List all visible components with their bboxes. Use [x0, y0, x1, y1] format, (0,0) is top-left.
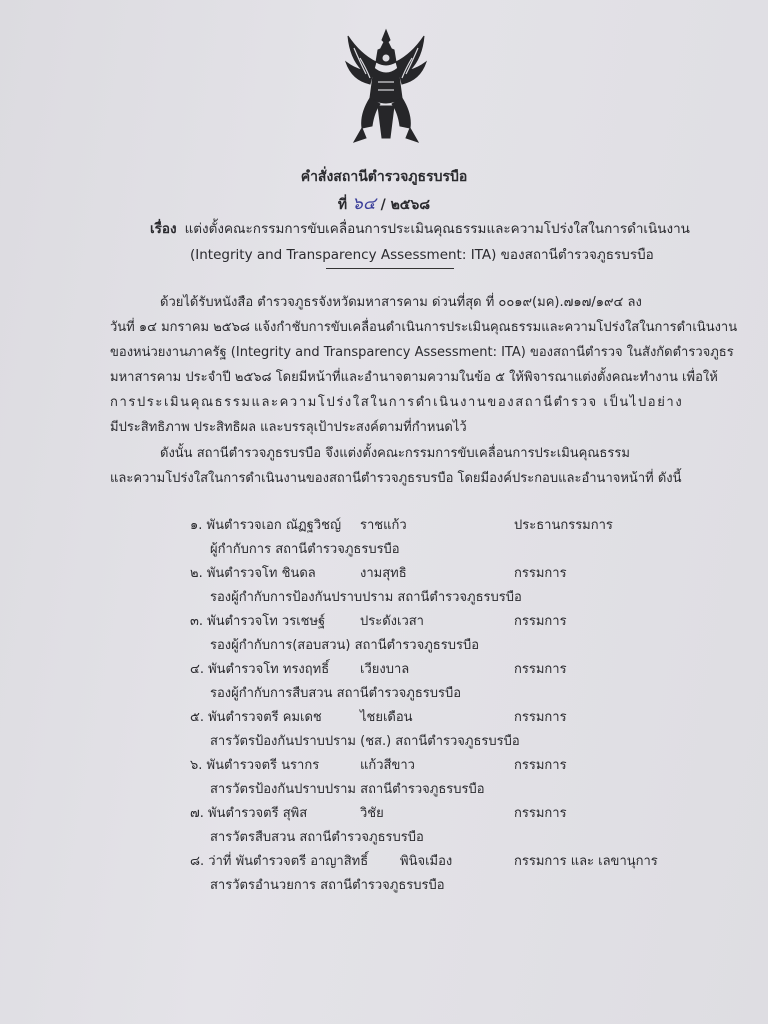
member-position: สารวัตรอำนวยการ สถานีตำรวจภูธรบรบือ [210, 878, 445, 893]
paragraph-1-line: ของหน่วยงานภาครัฐ (Integrity and Transparency Assessment: ITA) ของสถานีตำรวจ ในสังกัดตำรวจภูธร [110, 345, 734, 360]
member-surname: วิชัย [360, 806, 384, 821]
member-name: ๒. พันตำรวจโท ชินดล [190, 566, 316, 581]
member-role: ประธานกรรมการ [514, 518, 613, 533]
order-number-suffix: / ๒๕๖๘ [380, 197, 431, 213]
paragraph-1-line: วันที่ ๑๔ มกราคม ๒๕๖๘ แจ้งกำชับการขับเคลื่อนดำเนินการประเมินคุณธรรมและความโปร่งใสในการดำเนินงาน [110, 320, 738, 335]
member-surname: พินิจเมือง [400, 854, 453, 869]
member-position: รองผู้กำกับการป้องกันปราบปราม สถานีตำรวจภูธรบรบือ [210, 590, 522, 605]
member-role: กรรมการ [514, 806, 567, 821]
member-position: สารวัตรสืบสวน สถานีตำรวจภูธรบรบือ [210, 830, 424, 845]
member-role: กรรมการ [514, 710, 567, 725]
garuda-emblem-icon [340, 28, 432, 148]
subject-text-2: (Integrity and Transparency Assessment: ITA) ของสถานีตำรวจภูธรบรบือ [190, 247, 654, 263]
member-name: ๕. พันตำรวจตรี คมเดช [190, 710, 322, 725]
paragraph-1-line: ด้วยได้รับหนังสือ ตำรวจภูธรจังหวัดมหาสารคาม ด่วนที่สุด ที่ ๐๐๑๙(มค).๗๑๗/๑๙๔ ลง [160, 295, 642, 310]
order-number-handwritten: ๖๔ [352, 194, 376, 214]
member-role: กรรมการ และ เลขานุการ [514, 854, 658, 869]
member-name: ๑. พันตำรวจเอก ณัฏฐวิชญ์ [190, 518, 342, 533]
paragraph-2 [110, 441, 682, 491]
subject-line-1 [150, 217, 690, 239]
paragraph-2-line: ดังนั้น สถานีตำรวจภูธรบรบือ จึงแต่งตั้งคณะกรรมการขับเคลื่อนการประเมินคุณธรรม [160, 446, 630, 461]
paragraph-2-line: และความโปร่งใสในการดำเนินงานของสถานีตำรวจภูธรบรบือ โดยมีองค์ประกอบและอำนาจหน้าที่ ดังนี้ [110, 471, 682, 486]
member-position: รองผู้กำกับการ(สอบสวน) สถานีตำรวจภูธรบรบือ [210, 638, 480, 653]
order-number-prefix: ที่ [337, 197, 348, 213]
order-title: คำสั่งสถานีตำรวจภูธรบรบือ [300, 169, 468, 185]
order-number [0, 190, 768, 217]
member-surname: ไชยเดือน [360, 710, 413, 725]
divider [326, 268, 454, 269]
subject-label: เรื่อง [150, 221, 177, 237]
member-name: ๔. พันตำรวจโท ทรงฤทธิ์ [190, 662, 330, 677]
member-role: กรรมการ [514, 566, 567, 581]
member-role: กรรมการ [514, 614, 567, 629]
member-surname: งามสุทธิ [360, 566, 407, 581]
member-name: ๗. พันตำรวจตรี สุพิส [190, 806, 308, 821]
member-role: กรรมการ [514, 758, 567, 773]
member-position: ผู้กำกับการ สถานีตำรวจภูธรบรบือ [210, 542, 400, 557]
paragraph-1-line: มหาสารคาม ประจำปี ๒๕๖๘ โดยมีหน้าที่และอำนาจตามความในข้อ ๕ ให้พิจารณาแต่งตั้งคณะทำงาน เพื่อให้ [110, 370, 718, 385]
member-surname: ราชแก้ว [360, 518, 407, 533]
paragraph-1-line: การประเมินคุณธรรมและความโปร่งใสในการดำเนินงานของสถานีตำรวจ เป็นไปอย่าง [110, 395, 684, 410]
member-position: สารวัตรป้องกันปราบปราม (ชส.) สถานีตำรวจภูธรบรบือ [210, 734, 520, 749]
member-name: ๘. ว่าที่ พันตำรวจตรี อาญาสิทธิ์ [190, 854, 369, 869]
member-surname: แก้วสีขาว [360, 758, 415, 773]
member-name: ๖. พันตำรวจตรี นรากร [190, 758, 320, 773]
paragraph-1 [110, 290, 738, 440]
member-surname: ประดังเวสา [360, 614, 424, 629]
member-position: รองผู้กำกับการสืบสวน สถานีตำรวจภูธรบรบือ [210, 686, 462, 701]
subject-text-1: แต่งตั้งคณะกรรมการขับเคลื่อนการประเมินคุณธรรมและความโปร่งใสในการดำเนินงาน [184, 221, 690, 237]
member-position: สารวัตรป้องกันปราบปราม สถานีตำรวจภูธรบรบือ [210, 782, 485, 797]
paragraph-1-line: มีประสิทธิภาพ ประสิทธิผล และบรรลุเป้าประสงค์ตามที่กำหนดไว้ [110, 420, 467, 435]
member-role: กรรมการ [514, 662, 567, 677]
member-name: ๓. พันตำรวจโท วรเชษฐ์ [190, 614, 326, 629]
member-surname: เวียงบาล [360, 662, 410, 677]
